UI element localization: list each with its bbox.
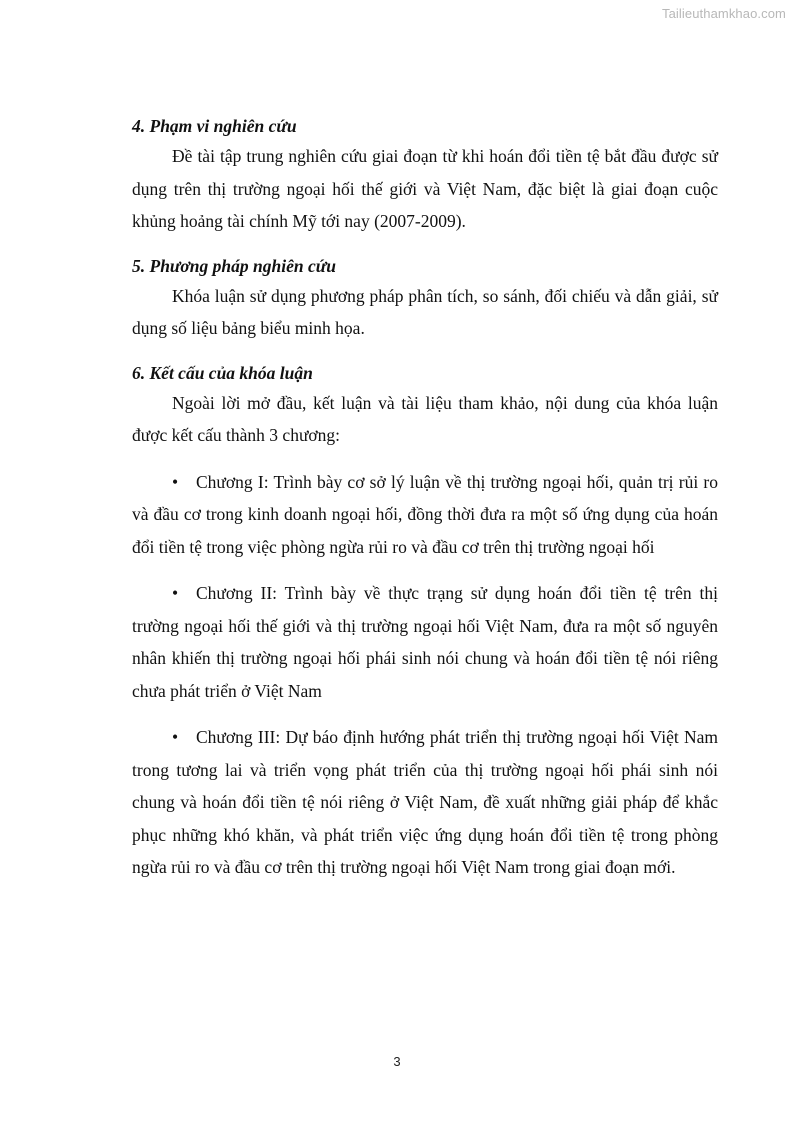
- section-research-scope: [132, 112, 718, 238]
- bullet-icon: •: [172, 471, 179, 492]
- section-paragraph: Khóa luận sử dụng phương pháp phân tích, so sánh, đối chiếu và dẫn giải, sử dụng số liệu bảng biểu minh họa.: [132, 285, 718, 338]
- document-body: [132, 112, 718, 884]
- bullet-icon: •: [172, 583, 179, 603]
- list-item: [132, 577, 718, 707]
- section-heading: 6. Kết cấu của khóa luận: [132, 362, 313, 383]
- watermark: Tailieuthamkhao.com: [661, 6, 786, 21]
- list-item-text: Chương I: Trình bày cơ sở lý luận về thị trường ngoại hối, quản trị rủi ro và đầu cơ trong kinh doanh ngoại hối, đồng thời đưa ra một số ứng dụng của hoán đổi tiền tệ trong việc phòng ngừa rủi ro và đầu cơ trên thị trường ngoại hối: [132, 471, 718, 557]
- section-thesis-structure: [132, 359, 718, 884]
- section-paragraph: Ngoài lời mở đầu, kết luận và tài liệu tham khảo, nội dung của khóa luận được kết cấu thành 3 chương:: [132, 392, 718, 445]
- chapter-list: [132, 466, 718, 884]
- list-item: [132, 721, 718, 884]
- page-number: 3: [393, 1054, 401, 1069]
- list-item-text: Chương II: Trình bày về thực trạng sử dụng hoán đổi tiền tệ trên thị trường ngoại hối thế giới và thị trường ngoại hối Việt Nam, đưa ra một số nguyên nhân khiến thị trường ngoại hối phái sinh nói chung và hoán đổi tiền tệ nói riêng chưa phát triển ở Việt Nam: [132, 583, 718, 701]
- bullet-icon: •: [172, 727, 179, 747]
- list-item-text: Chương III: Dự báo định hướng phát triển thị trường ngoại hối Việt Nam trong tương lai và triển vọng phát triển của thị trường ngoại hối phái sinh nói chung và hoán đổi tiền tệ nói riêng ở Việt Nam, đề xuất những giải pháp để khắc phục những khó khăn, và phát triển việc ứng dụng hoán đổi tiền tệ trong phòng ngừa rủi ro và đầu cơ trên thị trường ngoại hối Việt Nam trong giai đoạn mới.: [132, 727, 718, 877]
- section-paragraph: Đề tài tập trung nghiên cứu giai đoạn từ khi hoán đổi tiền tệ bắt đầu được sử dụng trên thị trường ngoại hối thế giới và Việt Nam, đặc biệt là giai đoạn cuộc khủng hoảng tài chính Mỹ tới nay (2007-2009).: [132, 146, 718, 231]
- list-item: [132, 466, 718, 564]
- section-heading: 4. Phạm vi nghiên cứu: [132, 116, 297, 136]
- section-research-method: [132, 252, 718, 345]
- section-heading: 5. Phương pháp nghiên cứu: [132, 255, 336, 276]
